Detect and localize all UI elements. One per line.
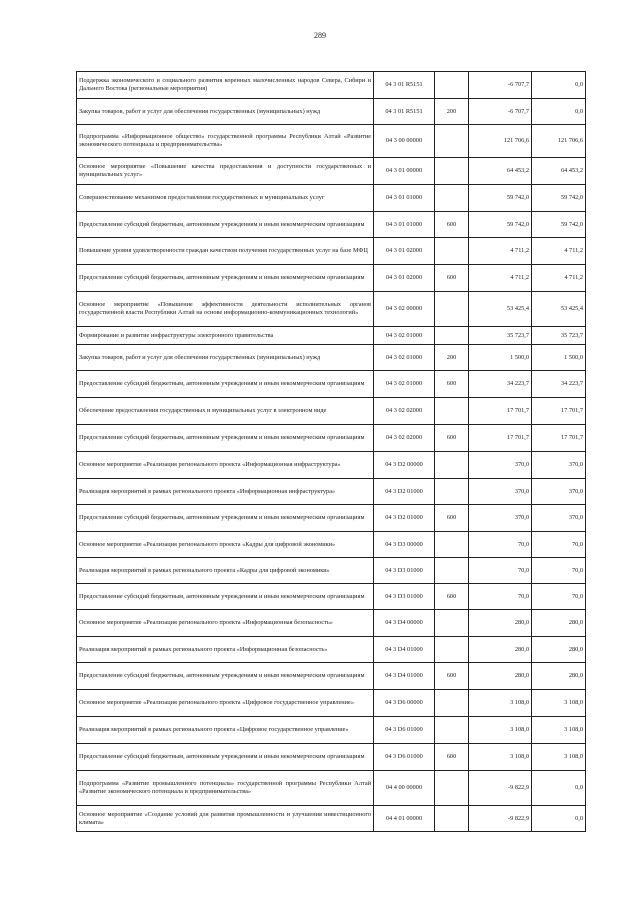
row-expense-type-cell [435,532,469,558]
row-name-cell: Формирование и развитие инфраструктуры электронного правительства [77,327,374,345]
row-amount-2-cell: 0,0 [532,72,586,99]
row-amount-1-cell: 121 706,6 [469,125,532,158]
row-expense-type-cell [435,610,469,637]
row-amount-2-cell: 70,0 [532,532,586,558]
row-expense-type-cell [435,72,469,99]
row-amount-1-cell: 59 742,0 [469,185,532,212]
row-expense-type-cell: 600 [435,663,469,690]
row-code-cell: 04 3 00 00000 [374,125,435,158]
row-amount-2-cell: 3 108,0 [532,690,586,717]
row-amount-2-cell: 370,0 [532,452,586,479]
row-amount-1-cell: 4 711,2 [469,265,532,292]
row-expense-type-cell [435,185,469,212]
row-amount-2-cell: 0,0 [532,771,586,806]
row-expense-type-cell [435,717,469,744]
row-name-cell: Предоставление субсидий бюджетным, автономным учреждениям и иным некоммерческим организациям [77,744,374,771]
row-expense-type-cell [435,558,469,584]
row-code-cell: 04 3 01 02000 [374,238,435,265]
row-name-cell: Подпрограмма «Информационное общество» государственной программы Республики Алтай «Развитие экономического потенциала и предпринимательства» [77,125,374,158]
table-row [77,452,586,479]
row-code-cell: 04 3 01 00000 [374,158,435,185]
table-row [77,532,586,558]
row-name-cell: Реализация мероприятий в рамках регионального проекта «Цифровое государственное управление» [77,717,374,744]
table-row [77,265,586,292]
row-code-cell: 04 3 02 00000 [374,292,435,327]
row-amount-1-cell: 3 108,0 [469,690,532,717]
row-code-cell: 04 3 D3 01000 [374,558,435,584]
table-row [77,125,586,158]
row-code-cell: 04 3 02 01000 [374,345,435,371]
row-expense-type-cell: 600 [435,584,469,610]
row-amount-1-cell: 53 425,4 [469,292,532,327]
row-name-cell: Предоставление субсидий бюджетным, автономным учреждениям и иным некоммерческим организациям [77,584,374,610]
row-amount-2-cell: 70,0 [532,558,586,584]
table-row [77,292,586,327]
table-row [77,663,586,690]
row-amount-2-cell: 1 500,0 [532,345,586,371]
row-code-cell: 04 3 02 01000 [374,327,435,345]
row-name-cell: Предоставление субсидий бюджетным, автономным учреждениям и иным некоммерческим организациям [77,505,374,532]
row-amount-1-cell: 59 742,0 [469,212,532,238]
row-expense-type-cell: 200 [435,345,469,371]
row-amount-2-cell: 35 723,7 [532,327,586,345]
row-amount-2-cell: 370,0 [532,505,586,532]
row-amount-1-cell: 34 223,7 [469,371,532,398]
row-name-cell: Повышение уровня удовлетворенности граждан качеством получения государственных услуг на базе МФЦ [77,238,374,265]
row-amount-1-cell: 370,0 [469,479,532,505]
row-amount-1-cell: 4 711,2 [469,238,532,265]
row-expense-type-cell [435,238,469,265]
row-amount-2-cell: 121 706,6 [532,125,586,158]
table-row [77,558,586,584]
row-expense-type-cell [435,158,469,185]
row-amount-2-cell: 0,0 [532,806,586,832]
budget-table-body [77,72,586,832]
row-amount-1-cell: -6 707,7 [469,72,532,99]
row-expense-type-cell [435,771,469,806]
table-row [77,398,586,425]
row-code-cell: 04 3 D2 01000 [374,505,435,532]
row-name-cell: Реализация мероприятий в рамках регионального проекта «Информационная инфраструктура» [77,479,374,505]
row-expense-type-cell: 600 [435,744,469,771]
row-amount-2-cell: 17 701,7 [532,398,586,425]
row-code-cell: 04 3 01 R5151 [374,99,435,125]
row-code-cell: 04 3 02 02000 [374,425,435,452]
table-row [77,806,586,832]
row-amount-2-cell: 3 108,0 [532,744,586,771]
row-name-cell: Основное мероприятие «Реализация регионального проекта «Информационная безопасность» [77,610,374,637]
row-amount-2-cell: 280,0 [532,637,586,663]
row-expense-type-cell [435,292,469,327]
row-expense-type-cell [435,479,469,505]
row-code-cell: 04 3 D6 00000 [374,690,435,717]
row-name-cell: Реализация мероприятий в рамках регионального проекта «Информационная безопасность» [77,637,374,663]
row-code-cell: 04 3 02 01000 [374,371,435,398]
row-name-cell: Основное мероприятие «Реализация регионального проекта «Цифровое государственное управление» [77,690,374,717]
row-amount-2-cell: 64 453,2 [532,158,586,185]
row-name-cell: Закупка товаров, работ и услуг для обеспечения государственных (муниципальных) нужд [77,99,374,125]
row-amount-1-cell: 370,0 [469,505,532,532]
row-name-cell: Предоставление субсидий бюджетным, автономным учреждениям и иным некоммерческим организациям [77,425,374,452]
row-amount-1-cell: 280,0 [469,663,532,690]
table-row [77,584,586,610]
row-expense-type-cell [435,125,469,158]
row-amount-2-cell: 70,0 [532,584,586,610]
row-code-cell: 04 3 D2 00000 [374,452,435,479]
row-amount-2-cell: 17 701,7 [532,425,586,452]
table-row [77,72,586,99]
row-amount-1-cell: 70,0 [469,558,532,584]
page-number: 289 [314,31,326,40]
row-name-cell: Предоставление субсидий бюджетным, автономным учреждениям и иным некоммерческим организациям [77,265,374,292]
table-row [77,744,586,771]
table-row [77,327,586,345]
row-amount-1-cell: -6 707,7 [469,99,532,125]
table-row [77,185,586,212]
row-name-cell: Обеспечение предоставления государственных и муниципальных услуг в электронном виде [77,398,374,425]
row-amount-2-cell: 370,0 [532,479,586,505]
table-row [77,610,586,637]
row-amount-1-cell: 370,0 [469,452,532,479]
row-name-cell: Основное мероприятие «Создание условий для развития промышленности и улучшения инвестиционного климата» [77,806,374,832]
row-expense-type-cell [435,637,469,663]
row-name-cell: Реализация мероприятий в рамках регионального проекта «Кадры для цифровой экономики» [77,558,374,584]
row-amount-2-cell: 3 108,0 [532,717,586,744]
row-expense-type-cell: 600 [435,265,469,292]
row-amount-2-cell: 4 711,2 [532,238,586,265]
row-code-cell: 04 4 01 00000 [374,806,435,832]
row-name-cell: Закупка товаров, работ и услуг для обеспечения государственных (муниципальных) нужд [77,345,374,371]
row-name-cell: Совершенствование механизмов предоставления государственных и муниципальных услуг [77,185,374,212]
row-code-cell: 04 3 01 02000 [374,265,435,292]
row-code-cell: 04 3 D2 01000 [374,479,435,505]
row-code-cell: 04 3 D3 01000 [374,584,435,610]
row-name-cell: Основное мероприятие «Реализация регионального проекта «Информационная инфраструктура» [77,452,374,479]
row-name-cell: Предоставление субсидий бюджетным, автономным учреждениям и иным некоммерческим организациям [77,663,374,690]
row-name-cell: Подпрограмма «Развитие промышленного потенциала» государственной программы Республики Алтай «Развитие экономического потенциала и предпринимательства» [77,771,374,806]
row-code-cell: 04 3 01 01000 [374,185,435,212]
row-amount-1-cell: 64 453,2 [469,158,532,185]
row-name-cell: Основное мероприятие «Реализация регионального проекта «Кадры для цифровой экономики» [77,532,374,558]
row-expense-type-cell: 600 [435,505,469,532]
row-amount-2-cell: 59 742,0 [532,185,586,212]
table-row [77,771,586,806]
table-row [77,345,586,371]
row-amount-1-cell: 1 500,0 [469,345,532,371]
row-code-cell: 04 4 00 00000 [374,771,435,806]
row-amount-1-cell: -9 822,9 [469,771,532,806]
row-code-cell: 04 3 D4 01000 [374,637,435,663]
table-row [77,505,586,532]
row-code-cell: 04 3 D6 01000 [374,744,435,771]
row-expense-type-cell: 200 [435,99,469,125]
row-amount-1-cell: 17 701,7 [469,398,532,425]
table-row [77,158,586,185]
row-code-cell: 04 3 D4 01000 [374,663,435,690]
table-row [77,479,586,505]
row-amount-1-cell: 70,0 [469,532,532,558]
row-expense-type-cell [435,690,469,717]
row-amount-1-cell: 3 108,0 [469,717,532,744]
row-amount-1-cell: 3 108,0 [469,744,532,771]
row-name-cell: Поддержка экономического и социального развития коренных малочисленных народов Севера, Сибири и Дальнего Востока (региональные мероприятия) [77,72,374,99]
row-name-cell: Предоставление субсидий бюджетным, автономным учреждениям и иным некоммерческим организациям [77,371,374,398]
row-code-cell: 04 3 D4 00000 [374,610,435,637]
row-expense-type-cell: 600 [435,212,469,238]
table-row [77,238,586,265]
row-amount-2-cell: 34 223,7 [532,371,586,398]
table-row [77,637,586,663]
row-amount-1-cell: 280,0 [469,610,532,637]
table-row [77,690,586,717]
row-amount-2-cell: 53 425,4 [532,292,586,327]
row-amount-1-cell: -9 822,9 [469,806,532,832]
row-expense-type-cell [435,452,469,479]
table-row [77,212,586,238]
row-code-cell: 04 3 01 01000 [374,212,435,238]
row-amount-2-cell: 280,0 [532,663,586,690]
row-expense-type-cell: 600 [435,425,469,452]
row-amount-1-cell: 280,0 [469,637,532,663]
row-amount-2-cell: 280,0 [532,610,586,637]
row-amount-2-cell: 59 742,0 [532,212,586,238]
budget-table [76,71,586,832]
table-row [77,371,586,398]
table-row [77,425,586,452]
row-amount-1-cell: 70,0 [469,584,532,610]
row-code-cell: 04 3 D6 01000 [374,717,435,744]
row-code-cell: 04 3 D3 00000 [374,532,435,558]
row-amount-1-cell: 35 723,7 [469,327,532,345]
row-code-cell: 04 3 02 02000 [374,398,435,425]
table-row [77,99,586,125]
row-amount-1-cell: 17 701,7 [469,425,532,452]
row-expense-type-cell: 600 [435,371,469,398]
row-code-cell: 04 3 01 R5151 [374,72,435,99]
row-expense-type-cell [435,398,469,425]
row-amount-2-cell: 0,0 [532,99,586,125]
table-row [77,717,586,744]
row-expense-type-cell [435,806,469,832]
row-expense-type-cell [435,327,469,345]
row-name-cell: Предоставление субсидий бюджетным, автономным учреждениям и иным некоммерческим организациям [77,212,374,238]
row-name-cell: Основное мероприятие «Повышение качества предоставления и доступности государственных и муниципальных услуг» [77,158,374,185]
row-amount-2-cell: 4 711,2 [532,265,586,292]
row-name-cell: Основное мероприятие «Повышение эффективности деятельности исполнительных органов государственной власти Республики Алтай на основе информационно-коммуникационных технологий» [77,292,374,327]
